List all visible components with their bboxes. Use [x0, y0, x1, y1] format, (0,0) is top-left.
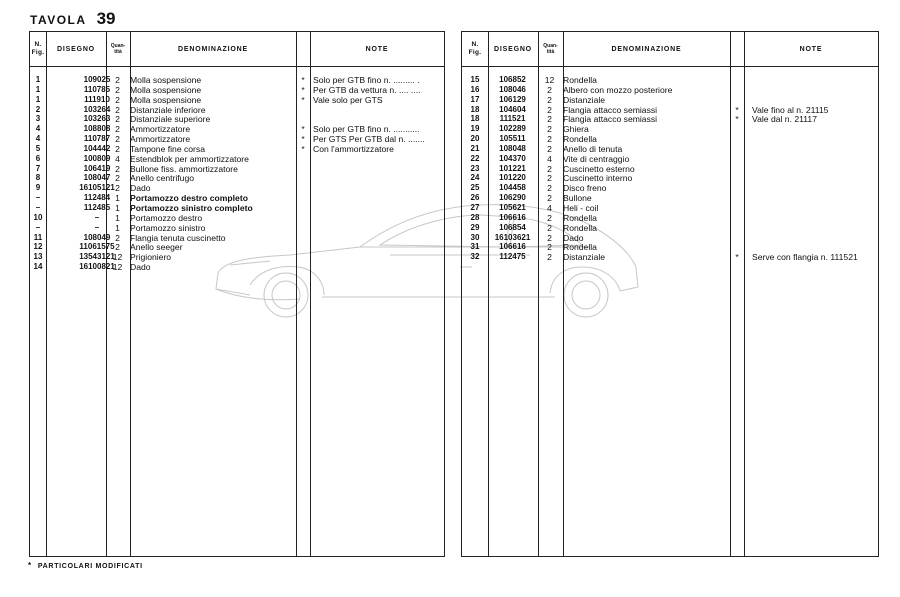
row-number: 18: [470, 104, 480, 114]
row-star: *: [301, 143, 305, 154]
row-star: *: [735, 252, 739, 263]
row-number: 8: [35, 173, 41, 183]
row-number: 17: [470, 94, 480, 104]
row-disegno: 103263: [83, 114, 111, 124]
row-disegno: 111910: [84, 94, 110, 104]
table-row: [30, 173, 444, 183]
row-denominazione: Heli - coil: [563, 202, 599, 213]
table-row: [30, 164, 444, 174]
row-quantita: 2: [547, 163, 552, 174]
row-number: 32: [470, 252, 480, 262]
row-number: 21: [470, 143, 480, 153]
table-row: [30, 124, 444, 134]
row-note: Per GTB da vettura n. .... ....: [313, 84, 421, 95]
row-denominazione: Tampone fine corsa: [130, 143, 205, 154]
row-denominazione: Flangia attacco semiassi: [563, 114, 658, 125]
row-star: *: [301, 134, 305, 145]
parts-table-right: [461, 31, 879, 557]
row-denominazione: Bullone fiss. ammortizzatore: [130, 163, 238, 174]
table-row: [462, 203, 878, 213]
row-disegno: 110785: [83, 84, 111, 94]
row-number: 11: [33, 232, 43, 242]
row-disegno: 101220: [499, 173, 526, 183]
row-disegno: 106854: [499, 222, 526, 232]
row-number: 19: [470, 124, 480, 134]
header-note: NOTE: [799, 45, 823, 53]
row-denominazione: Flangia attacco semiassi: [563, 104, 658, 115]
row-denominazione: Cuscinetto esterno: [563, 163, 635, 174]
row-disegno: 106129: [499, 94, 526, 104]
row-number: 10: [33, 212, 43, 222]
row-denominazione: Dado: [130, 262, 151, 273]
row-note: Serve con flangia n. 111521: [752, 252, 858, 263]
row-number: 12: [33, 242, 43, 252]
row-quantita: 12: [112, 252, 123, 263]
table-row: [462, 242, 878, 252]
table-row: [462, 183, 878, 193]
row-disegno: 108048: [499, 143, 526, 153]
row-denominazione: Estendblok per ammortizzatore: [130, 153, 249, 164]
table-row: [462, 233, 878, 243]
row-number: 3: [35, 114, 41, 124]
row-denominazione: Portamozzo destro: [130, 212, 203, 223]
row-disegno: 16103621: [494, 232, 531, 242]
row-number: 31: [470, 242, 480, 252]
row-number: –: [35, 193, 41, 203]
row-quantita: 2: [547, 212, 552, 223]
row-disegno: 11061575: [79, 242, 115, 252]
row-disegno: 110787: [83, 134, 111, 144]
row-denominazione: Rondella: [563, 134, 597, 145]
table-row: [30, 114, 444, 124]
row-denominazione: Anello di tenuta: [563, 143, 623, 154]
row-quantita: 2: [115, 163, 120, 174]
row-denominazione: Distanziale: [563, 94, 606, 105]
row-disegno: 106616: [499, 242, 526, 252]
row-denominazione: Rondella: [563, 242, 597, 253]
table-row: [462, 213, 878, 223]
row-quantita: 1: [115, 193, 120, 204]
row-denominazione: Ammortizzatore: [130, 134, 191, 145]
header-n-fig: N. Fig.: [31, 41, 45, 56]
row-disegno: 112484: [83, 193, 111, 203]
table-row: [462, 223, 878, 233]
row-number: –: [35, 222, 41, 232]
row-quantita: 2: [547, 222, 552, 233]
row-star: *: [735, 114, 739, 125]
header-n-fig: N. Fig.: [468, 41, 482, 56]
row-number: 4: [35, 134, 41, 144]
row-number: 30: [470, 232, 480, 242]
row-denominazione: Distanziale: [563, 252, 606, 263]
row-note: Solo per GTB fino n. ......... .: [313, 75, 420, 85]
row-disegno: 106419: [83, 163, 111, 173]
row-quantita: 2: [115, 134, 120, 145]
footer-legend: [28, 561, 143, 570]
row-number: 25: [470, 183, 480, 193]
row-quantita: 2: [547, 183, 552, 194]
table-row: [462, 252, 878, 262]
row-disegno: 100809: [83, 153, 111, 163]
row-disegno: 104458: [499, 183, 526, 193]
row-quantita: 2: [115, 143, 120, 154]
row-denominazione: Anello seeger: [130, 242, 183, 253]
row-denominazione: Dado: [130, 183, 151, 194]
row-number: 26: [470, 193, 480, 203]
row-denominazione: Rondella: [563, 212, 597, 223]
table-row: [462, 164, 878, 174]
row-quantita: 2: [115, 173, 120, 184]
table-row: [30, 85, 444, 95]
row-denominazione: Molla sospensione: [130, 75, 202, 85]
table-row: [30, 154, 444, 164]
table-row: [30, 75, 444, 85]
row-quantita: 1: [115, 212, 120, 223]
row-quantita: 4: [547, 153, 552, 164]
row-disegno: 106290: [499, 193, 526, 203]
row-note: Vale solo per GTS: [313, 94, 383, 105]
row-quantita: 2: [547, 94, 552, 105]
row-quantita: 1: [115, 222, 120, 233]
row-disegno: 109025: [83, 75, 111, 84]
table-row: [462, 134, 878, 144]
row-star: *: [301, 75, 305, 85]
table-row: [30, 144, 444, 154]
row-note: Con l'ammortizzatore: [313, 143, 394, 154]
row-quantita: 2: [115, 114, 120, 125]
row-number: 15: [470, 75, 480, 84]
footer-text: PARTICOLARI MODIFICATI: [37, 563, 143, 570]
row-number: 5: [35, 143, 41, 153]
row-disegno: 104442: [83, 143, 111, 153]
row-quantita: 2: [115, 104, 120, 115]
row-denominazione: Ammortizzatore: [130, 124, 191, 135]
table-row: [462, 124, 878, 134]
table-row: [30, 95, 444, 105]
row-disegno: 104604: [499, 104, 526, 114]
row-quantita: 4: [547, 202, 552, 213]
row-quantita: 2: [115, 94, 120, 105]
row-quantita: 2: [115, 183, 120, 194]
row-note: Vale fino al n. 21115: [752, 104, 829, 115]
row-disegno: 13543121: [79, 252, 115, 262]
row-number: 7: [35, 163, 41, 173]
table-row: [462, 173, 878, 183]
row-disegno: 102289: [499, 124, 526, 134]
row-number: 4: [35, 124, 41, 134]
row-denominazione: Dado: [563, 232, 584, 243]
left-rows: [30, 75, 444, 272]
row-denominazione: Molla sospensione: [130, 94, 202, 105]
header-quantita: Quan- tità: [110, 43, 126, 55]
row-denominazione: Portamozzo sinistro: [130, 222, 206, 233]
table-row: [30, 242, 444, 252]
row-quantita: 4: [115, 153, 120, 164]
title-number: 39: [96, 9, 116, 28]
table-row: [30, 105, 444, 115]
header-disegno: DISEGNO: [57, 45, 95, 53]
row-disegno: –: [94, 222, 100, 232]
row-denominazione: Distanziale superiore: [130, 114, 211, 125]
row-disegno: 112485: [83, 202, 111, 212]
row-disegno: 103264: [83, 104, 111, 114]
row-quantita: 2: [115, 232, 120, 243]
header-disegno: DISEGNO: [494, 45, 532, 53]
row-disegno: 105511: [499, 134, 526, 144]
table-row: [462, 144, 878, 154]
row-quantita: 2: [547, 242, 552, 253]
table-row: [30, 203, 444, 213]
row-denominazione: Portamozzo sinistro completo: [130, 202, 253, 213]
row-number: 1: [35, 75, 41, 84]
table-row: [462, 193, 878, 203]
row-quantita: 2: [547, 193, 552, 204]
table-row: [462, 105, 878, 115]
row-quantita: 2: [115, 75, 120, 85]
row-number: 28: [470, 212, 480, 222]
row-disegno: 108047: [83, 173, 111, 183]
row-denominazione: Flangia tenuta cuscinetto: [130, 232, 226, 243]
table-row: [462, 75, 878, 85]
row-quantita: 2: [547, 252, 552, 263]
row-quantita: 2: [547, 114, 552, 125]
row-denominazione: Distanziale inferiore: [130, 104, 206, 115]
row-quantita: 2: [547, 134, 552, 145]
row-disegno: 101221: [499, 163, 526, 173]
row-denominazione: Disco freno: [563, 183, 607, 194]
row-quantita: 2: [115, 242, 120, 253]
row-disegno: 108046: [499, 84, 526, 94]
row-number: 20: [470, 134, 480, 144]
row-denominazione: Vite di centraggio: [563, 153, 630, 164]
row-number: 9: [35, 183, 41, 193]
row-note: Per GTS Per GTB dal n. .......: [313, 134, 425, 145]
row-quantita: 12: [544, 75, 555, 85]
right-rows: [462, 75, 878, 262]
row-denominazione: Portamozzo destro completo: [130, 193, 248, 204]
row-star: *: [301, 94, 305, 105]
row-denominazione: Cuscinetto interno: [563, 173, 633, 184]
row-disegno: 106616: [499, 212, 526, 222]
table-row: [462, 95, 878, 105]
row-star: *: [301, 124, 305, 135]
row-number: 16: [470, 84, 480, 94]
row-disegno: 16105121: [79, 183, 115, 193]
table-row: [30, 233, 444, 243]
row-quantita: 2: [547, 124, 552, 135]
table-row: [30, 213, 444, 223]
row-number: 1: [35, 94, 41, 104]
table-row: [30, 262, 444, 272]
row-number: 29: [470, 222, 480, 232]
row-disegno: 108808: [83, 124, 111, 134]
row-denominazione: Rondella: [563, 222, 597, 233]
header-quantita: Quan- tità: [543, 43, 558, 55]
row-denominazione: Prigioniero: [130, 252, 172, 263]
row-quantita: 2: [547, 104, 552, 115]
row-number: –: [35, 202, 41, 212]
table-row: [30, 134, 444, 144]
row-quantita: 2: [547, 173, 552, 184]
row-number: 23: [470, 163, 480, 173]
title-label: TAVOLA: [30, 13, 87, 27]
header-denominazione: DENOMINAZIONE: [611, 45, 682, 53]
row-disegno: 106852: [499, 75, 526, 84]
row-denominazione: Anello centrifugo: [130, 173, 195, 184]
row-number: 2: [35, 104, 41, 114]
header-denominazione: DENOMINAZIONE: [178, 45, 248, 53]
footer-star: *: [28, 561, 32, 570]
row-note: Vale dal n. 21117: [752, 114, 817, 125]
row-quantita: 1: [115, 202, 120, 213]
row-quantita: 2: [547, 143, 552, 154]
row-star: *: [735, 104, 739, 115]
row-quantita: 2: [547, 84, 552, 95]
row-number: 13: [33, 252, 43, 262]
row-disegno: 16100821: [79, 262, 115, 272]
row-denominazione: Albero con mozzo posteriore: [563, 84, 673, 95]
row-disegno: –: [94, 212, 100, 222]
table-row: [30, 223, 444, 233]
table-row: [462, 154, 878, 164]
table-row: [30, 193, 444, 203]
row-quantita: 12: [112, 262, 123, 273]
row-quantita: 2: [115, 124, 120, 135]
page-title: [30, 9, 115, 29]
row-denominazione: Rondella: [563, 75, 597, 85]
row-note: Solo per GTB fino n. ...........: [313, 124, 420, 135]
parts-table-left: [29, 31, 445, 557]
row-number: 1: [35, 84, 41, 94]
row-disegno: 104370: [499, 153, 526, 163]
row-disegno: 111521: [499, 114, 526, 124]
row-quantita: 2: [115, 84, 120, 95]
row-star: *: [301, 84, 305, 95]
header-note: NOTE: [365, 45, 389, 53]
row-number: 27: [470, 202, 480, 212]
row-number: 22: [470, 153, 480, 163]
row-disegno: 112475: [499, 252, 526, 262]
table-row: [30, 183, 444, 193]
row-denominazione: Ghiera: [563, 124, 589, 135]
row-denominazione: Bullone: [563, 193, 592, 204]
row-number: 18: [470, 114, 480, 124]
row-quantita: 2: [547, 232, 552, 243]
row-disegno: 108049: [83, 232, 111, 242]
row-number: 6: [35, 153, 41, 163]
table-row: [462, 114, 878, 124]
row-denominazione: Molla sospensione: [130, 84, 202, 95]
row-disegno: 105621: [499, 202, 526, 212]
row-number: 14: [33, 262, 43, 272]
row-number: 24: [470, 173, 480, 183]
table-row: [30, 252, 444, 262]
table-row: [462, 85, 878, 95]
